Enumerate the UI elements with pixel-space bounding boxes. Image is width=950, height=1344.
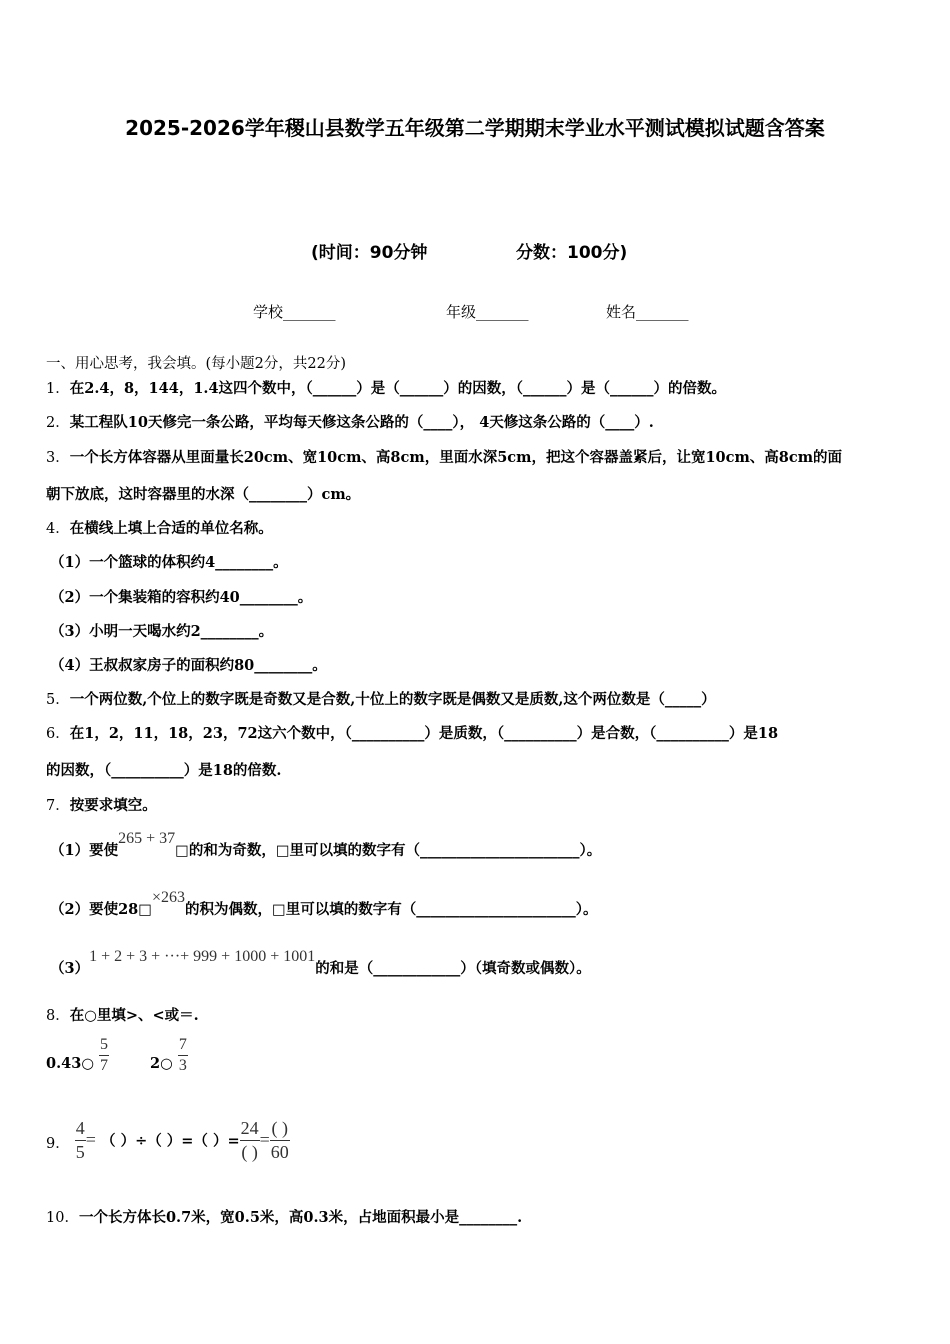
question-4-sub-1: （1）一个篮球的体积约4________。: [50, 554, 288, 571]
numerator: ( ): [271, 1118, 289, 1138]
grade-field: 年级_______: [446, 303, 529, 321]
section-heading: 一、用心思考，我会填。(每小题2分，共22分): [46, 356, 346, 372]
question-1: [46, 377, 726, 398]
question-number: 4．: [46, 521, 70, 537]
question-number: 7．: [46, 798, 70, 814]
numerator: 4: [75, 1118, 85, 1138]
sub-prefix: （1）要使: [50, 842, 119, 859]
fraction-bar: [178, 1055, 188, 1056]
question-text: 一个两位数,个位上的数字既是奇数又是合数,十位上的数字既是偶数又是质数,这个两位数是（_____）: [69, 691, 716, 708]
question-number: 9．: [46, 1136, 70, 1153]
question-text: 按要求填空。: [69, 797, 157, 814]
question-7-sub-2: [50, 889, 598, 919]
question-4-sub-4: （4）王叔叔家房子的面积约80________。: [50, 657, 327, 674]
question-7: [46, 794, 157, 815]
exam-score: 分数：100分): [516, 243, 628, 263]
denominator: 60: [270, 1141, 289, 1162]
numerator: 24: [240, 1118, 259, 1138]
denominator: ( ): [241, 1141, 258, 1162]
sub-suffix: 的积为偶数，□里可以填的数字有（______________________）。: [185, 901, 598, 918]
numerator: 5: [100, 1036, 109, 1053]
question-number: 3．: [46, 450, 70, 466]
question-3: [46, 446, 842, 467]
fraction-five-sevenths: [99, 1036, 109, 1076]
numerator: 7: [178, 1036, 187, 1053]
denominator: 3: [178, 1057, 187, 1075]
question-text: 在2.4，8，144，1.4这四个数中，（______）是（______）的因数，（______）是（______）的倍数。: [69, 380, 727, 397]
question-text: 在横线上填上合适的单位名称。: [69, 520, 273, 537]
compare-left: 0.43○: [46, 1055, 94, 1073]
denominator: 7: [100, 1057, 109, 1075]
question-8: [46, 1004, 199, 1025]
question-text: 在○里填>、<或＝.: [69, 1007, 199, 1024]
series-expression: 1 + 2 + 3 + ···+ 999 + 1000 + 1001: [89, 948, 316, 965]
question-text: 一个长方体容器从里面量长20cm、宽10cm、高8cm，里面水深5cm，把这个容器盖紧后，让宽10cm、高8cm的面: [69, 449, 843, 466]
question-7-sub-1: [50, 830, 602, 860]
fraction-bar: [99, 1055, 109, 1056]
question-10: [46, 1206, 522, 1227]
fraction-seven-thirds: [178, 1036, 188, 1076]
question-6: [46, 722, 778, 743]
question-3-continued: 朝下放底，这时容器里的水深（________）cm。: [46, 486, 361, 503]
compare-item-b: [150, 1036, 188, 1076]
question-number: 8．: [46, 1008, 70, 1024]
question-text: 某工程队10天修完一条公路，平均每天修这条公路的（____）， 4天修这条公路的（____）.: [69, 414, 654, 431]
exam-time: (时间：90分钟: [311, 243, 428, 263]
name-field: 姓名_______: [606, 303, 689, 321]
sub-prefix: （2）要使28□: [50, 901, 152, 918]
equals-sign: =: [259, 1129, 270, 1150]
equals-sign: =: [85, 1129, 96, 1150]
sub-suffix: □的和为奇数，□里可以填的数字有（______________________）。: [175, 842, 602, 859]
fraction-four-fifths: [75, 1118, 86, 1162]
fraction-bar: [75, 1140, 86, 1141]
page-title: 2025-2026学年稷山县数学五年级第二学期期末学业水平测试模拟试题含答案: [125, 116, 825, 140]
sum-expression: 265 + 37: [118, 830, 176, 847]
sub-prefix: （3）: [50, 960, 90, 977]
question-7-sub-3: [50, 948, 591, 978]
question-4-sub-3: （3）小明一天喝水约2________。: [50, 623, 274, 640]
denominator: 5: [75, 1141, 85, 1162]
question-number: 2．: [46, 415, 70, 431]
question-4: [46, 517, 273, 538]
question-number: 6．: [46, 726, 70, 742]
product-expression: ×263: [151, 889, 185, 906]
fraction-24-over-blank: [240, 1118, 260, 1162]
division-blanks: （ ）÷（ ）=（ ）=: [101, 1132, 240, 1150]
fraction-bar: [240, 1140, 260, 1141]
question-text: 在1，2，11，18，23，72这六个数中，（__________）是质数，（__________）是合数，（__________）是18: [69, 725, 779, 742]
fraction-bar: [270, 1140, 290, 1141]
question-4-sub-2: （2）一个集装箱的容积约40________。: [50, 589, 313, 606]
question-9: [46, 1118, 290, 1162]
question-5: [46, 688, 716, 709]
sub-suffix: 的和是（____________）（填奇数或偶数）。: [315, 960, 591, 977]
question-2: [46, 411, 654, 432]
fraction-blank-over-60: [270, 1118, 290, 1162]
question-number: 10．: [46, 1210, 79, 1226]
school-field: 学校_______: [253, 303, 336, 321]
question-number: 5．: [46, 692, 70, 708]
question-number: 1．: [46, 381, 70, 397]
compare-left: 2○: [150, 1055, 173, 1073]
question-6-continued: 的因数，（__________）是18的倍数.: [46, 762, 282, 779]
compare-item-a: [46, 1036, 109, 1076]
question-text: 一个长方体长0.7米，宽0.5米，高0.3米，占地面积最小是________.: [78, 1209, 523, 1226]
